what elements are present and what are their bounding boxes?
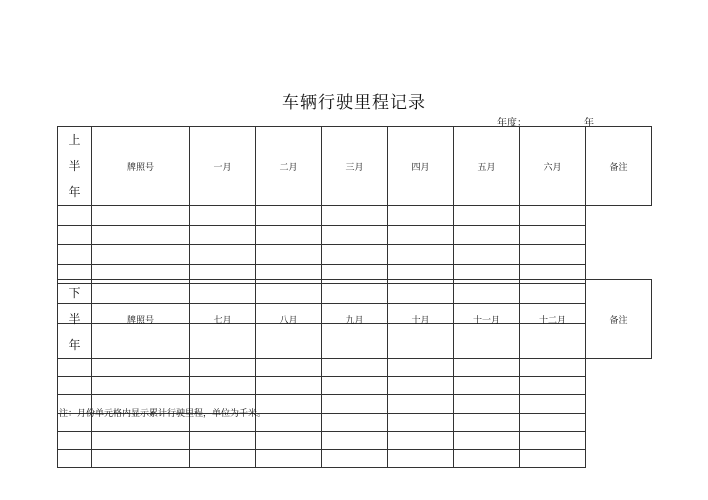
entry-cell[interactable]: [388, 225, 454, 245]
entry-cell[interactable]: [520, 449, 586, 467]
entry-cell[interactable]: [58, 245, 92, 265]
entry-cell[interactable]: [520, 431, 586, 449]
entry-cell[interactable]: [256, 206, 322, 226]
table-row: [58, 377, 652, 395]
table-row: [58, 359, 652, 377]
header-row: [58, 127, 652, 206]
entry-cell[interactable]: [322, 431, 388, 449]
col-header-sep: 九月: [322, 280, 388, 359]
table-row: [58, 431, 652, 449]
second-half-side-label: 下 半 年: [58, 280, 92, 359]
entry-cell[interactable]: [58, 359, 92, 377]
entry-cell[interactable]: [388, 245, 454, 265]
entry-cell[interactable]: [190, 225, 256, 245]
year-suffix: 年: [584, 118, 594, 129]
first-half-side-label: 上 半 年: [58, 127, 92, 206]
col-header-remarks: 备注: [586, 280, 652, 359]
entry-cell[interactable]: [92, 431, 190, 449]
entry-cell[interactable]: [454, 431, 520, 449]
entry-cell[interactable]: [388, 206, 454, 226]
entry-cell[interactable]: [322, 395, 388, 413]
entry-cell[interactable]: [256, 431, 322, 449]
entry-cell[interactable]: [92, 359, 190, 377]
table-row: [58, 449, 652, 467]
entry-cell[interactable]: [58, 206, 92, 226]
entry-cell[interactable]: [520, 245, 586, 265]
col-header-oct: 十月: [388, 280, 454, 359]
col-header-feb: 二月: [256, 127, 322, 206]
entry-cell[interactable]: [92, 449, 190, 467]
entry-cell[interactable]: [454, 449, 520, 467]
entry-cell[interactable]: [92, 206, 190, 226]
col-header-jul: 七月: [190, 280, 256, 359]
entry-cell[interactable]: [520, 413, 586, 431]
entry-cell[interactable]: [388, 449, 454, 467]
header-row: [58, 280, 652, 359]
entry-cell[interactable]: [322, 245, 388, 265]
entry-cell[interactable]: [92, 245, 190, 265]
col-header-plate: 牌照号: [92, 280, 190, 359]
col-header-plate: 牌照号: [92, 127, 190, 206]
table-row: [58, 245, 652, 265]
entry-cell[interactable]: [520, 206, 586, 226]
year-label: 年度：: [497, 118, 527, 129]
entry-cell[interactable]: [190, 206, 256, 226]
entry-cell[interactable]: [388, 413, 454, 431]
col-header-dec: 十二月: [520, 280, 586, 359]
entry-cell[interactable]: [256, 245, 322, 265]
entry-cell[interactable]: [322, 377, 388, 395]
col-header-apr: 四月: [388, 127, 454, 206]
entry-cell[interactable]: [322, 359, 388, 377]
entry-cell[interactable]: [454, 377, 520, 395]
entry-cell[interactable]: [322, 413, 388, 431]
col-header-nov: 十一月: [454, 280, 520, 359]
table-row: [58, 225, 652, 245]
entry-cell[interactable]: [388, 395, 454, 413]
entry-cell[interactable]: [190, 359, 256, 377]
entry-cell[interactable]: [388, 359, 454, 377]
entry-cell[interactable]: [454, 206, 520, 226]
table-row: [58, 206, 652, 226]
col-header-aug: 八月: [256, 280, 322, 359]
entry-cell[interactable]: [322, 449, 388, 467]
col-header-mar: 三月: [322, 127, 388, 206]
entry-cell[interactable]: [388, 377, 454, 395]
entry-cell[interactable]: [454, 395, 520, 413]
entry-cell[interactable]: [256, 377, 322, 395]
entry-cell[interactable]: [454, 413, 520, 431]
entry-cell[interactable]: [58, 431, 92, 449]
col-header-may: 五月: [454, 127, 520, 206]
entry-cell[interactable]: [454, 245, 520, 265]
entry-cell[interactable]: [92, 377, 190, 395]
entry-cell[interactable]: [520, 377, 586, 395]
entry-cell[interactable]: [322, 225, 388, 245]
entry-cell[interactable]: [58, 449, 92, 467]
entry-cell[interactable]: [256, 359, 322, 377]
entry-cell[interactable]: [58, 225, 92, 245]
entry-cell[interactable]: [520, 395, 586, 413]
entry-cell[interactable]: [190, 377, 256, 395]
col-header-jun: 六月: [520, 127, 586, 206]
col-header-jan: 一月: [190, 127, 256, 206]
entry-cell[interactable]: [454, 225, 520, 245]
entry-cell[interactable]: [58, 377, 92, 395]
second-half-table: [57, 279, 652, 468]
entry-cell[interactable]: [322, 206, 388, 226]
document-title: 车辆行驶里程记录: [282, 93, 426, 113]
entry-cell[interactable]: [190, 245, 256, 265]
entry-cell[interactable]: [190, 449, 256, 467]
entry-cell[interactable]: [256, 449, 322, 467]
entry-cell[interactable]: [388, 431, 454, 449]
entry-cell[interactable]: [190, 431, 256, 449]
entry-cell[interactable]: [256, 225, 322, 245]
entry-cell[interactable]: [454, 359, 520, 377]
col-header-remarks: 备注: [586, 127, 652, 206]
entry-cell[interactable]: [520, 225, 586, 245]
entry-cell[interactable]: [520, 359, 586, 377]
entry-cell[interactable]: [92, 225, 190, 245]
footnote: 注：月份单元格内显示累计行驶里程，单位为千米。: [59, 409, 267, 419]
